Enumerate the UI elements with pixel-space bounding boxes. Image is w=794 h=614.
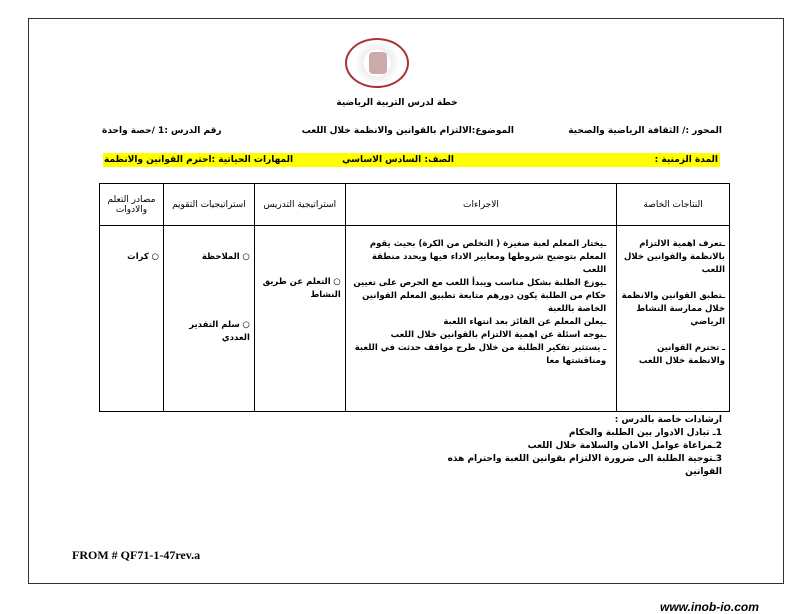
- assessment-item: ○ سلم التقدير العددي: [168, 319, 250, 345]
- axis-label: المحور :/ الثقافة الرياضية والصحية: [568, 126, 722, 136]
- header-teaching: استراتيجية التدريس: [254, 184, 345, 226]
- header-resources: مصادر التعلم والادوات: [100, 184, 164, 226]
- resource-item: ○ كرات: [104, 251, 159, 264]
- note-item: 1ـ تبادل الادوار بين الطلبة والحكام: [568, 428, 722, 438]
- procedure-item: ـيوجه اسئلة عن اهمية الالتزام بالقوانين خلال اللعب: [390, 330, 607, 340]
- outcomes-cell: [617, 226, 730, 412]
- grade-label: الصف: السادس الاساسي: [342, 155, 454, 165]
- form-code: FROM # QF71-1-47rev.a: [72, 548, 201, 562]
- ministry-seal-logo: [345, 38, 409, 88]
- header-outcomes: النتاجات الخاصة: [617, 184, 730, 226]
- procedure-item: ـيعلن المعلم عن الفائز بعد انتهاء اللعبة: [443, 317, 607, 327]
- outcome-item: ـ تحترم القوانين والانظمة خلال اللعب: [638, 343, 725, 366]
- assessment-cell: [163, 226, 254, 412]
- procedure-item: ـيختار المعلم لعبة صغيرة ( التخلص من الكرة) بحيث يقوم المعلم بتوضيح شروطها ومعايير الاداء فيها ويحدد منطقة اللعب: [369, 239, 607, 275]
- header-procedures: الاجراءات: [345, 184, 616, 226]
- header-assessment: استراتيجيات التقويم: [163, 184, 254, 226]
- watermark: www.inob-io.com: [660, 600, 759, 614]
- procedures-cell: [345, 226, 616, 412]
- outcome-item: ـتطبق القوانين والانظمة خلال ممارسة النشاط الرياضي: [621, 291, 725, 327]
- assessment-item: ○ الملاحظة: [168, 251, 250, 264]
- note-item: 3ـتوجية الطلبة الى ضرورة الالتزام بقوانين اللعبة واحترام هذه القوانين: [447, 454, 722, 477]
- life-skills-label: المهارات الحياتية :احترم القوانين والانظمة: [104, 155, 294, 165]
- notes-title: ارشادات خاصة بالدرس :: [614, 415, 722, 425]
- teaching-strategy: ○ التعلم عن طريق النشاط: [259, 276, 341, 302]
- note-item: 2ـمراعاة عوامل الامان والسلامة خلال اللعب: [527, 441, 722, 451]
- topic-label: الموضوع:الالتزام بالقوانين والانظمة خلال اللعب: [301, 126, 514, 136]
- procedure-item: ـيوزع الطلبة بشكل مناسب ويبدأ اللعب مع الحرص على تعيين حكام من الطلبة يكون دورهم متابعة تطبيق المعلم القوانين الخاصة باللعبة: [353, 278, 607, 314]
- lesson-plan-table: [99, 183, 730, 412]
- procedure-item: ـ يستثير تفكير الطلبة من خلال طرح مواقف حدثت في اللعبة ومناقشتها معا: [354, 343, 607, 366]
- resources-cell: [100, 226, 164, 412]
- lesson-notes: [440, 414, 722, 479]
- duration-label: المدة الزمنية :: [654, 155, 718, 165]
- page-title: خطة لدرس التربية الرياضية: [336, 98, 458, 108]
- lesson-number: رقم الدرس :1 /حصة واحدة: [102, 126, 222, 136]
- outcome-item: ـتعرف اهمية الالتزام بالانظمة والقوانين خلال اللعب: [624, 239, 725, 275]
- teaching-cell: [254, 226, 345, 412]
